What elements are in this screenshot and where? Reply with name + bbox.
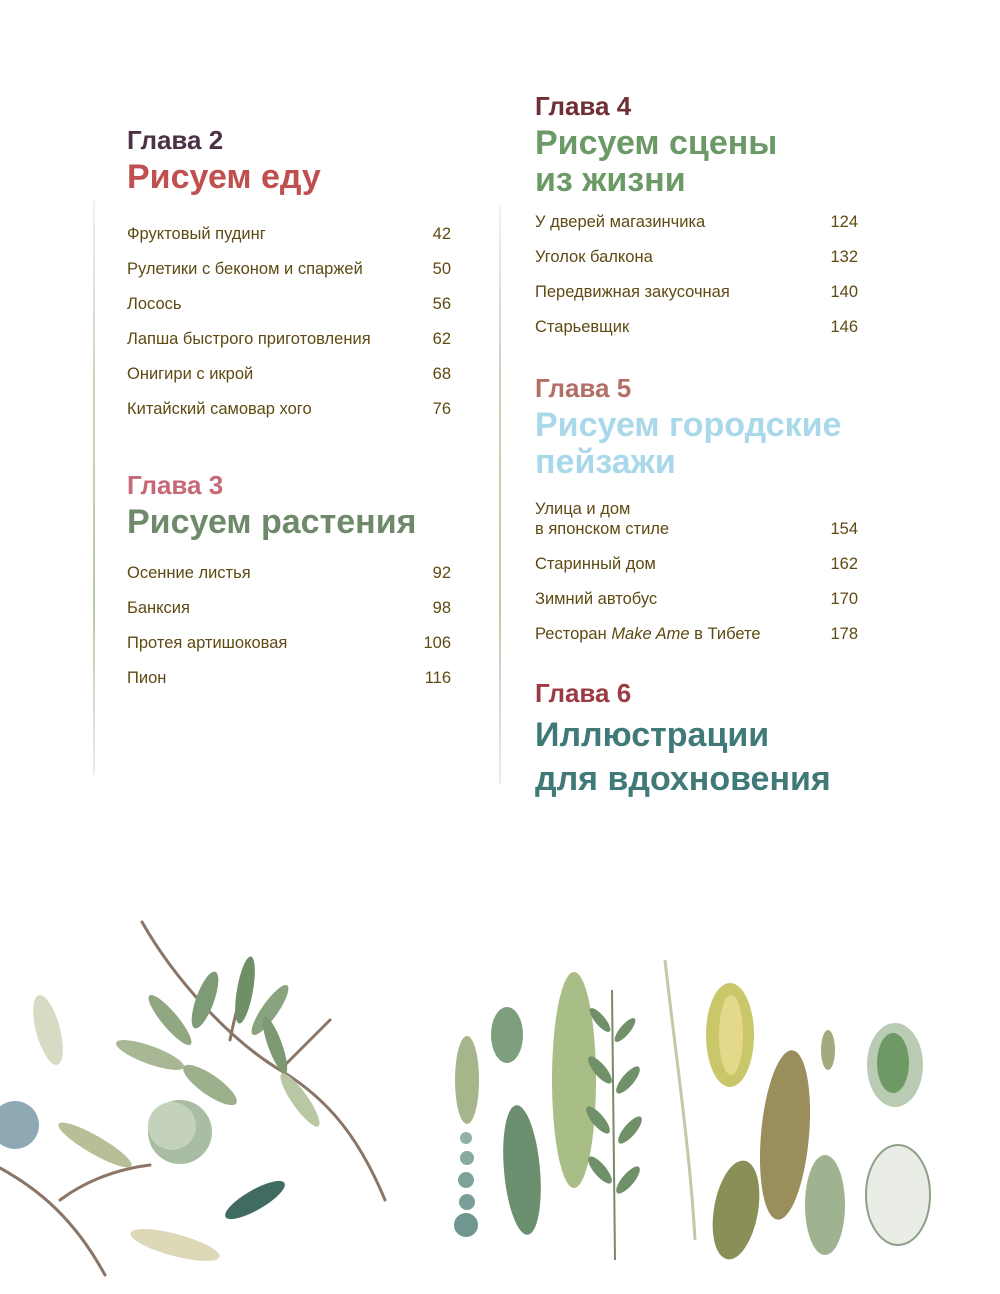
toc-item-page: 170 [830, 590, 858, 608]
toc-item-title: Старинный дом [535, 555, 656, 573]
chapter-5-list [535, 499, 858, 644]
chapter-4-label: Глава 4 [535, 91, 632, 121]
toc-item-title-italic: Make Ame [611, 625, 690, 643]
toc-item-page: 140 [830, 283, 858, 301]
toc-item-page: 132 [830, 248, 858, 266]
toc-item[interactable] [535, 212, 858, 232]
toc-item-title: Фруктовый пудинг [127, 225, 266, 243]
left-divider-line [93, 200, 95, 775]
chapter-5 [535, 372, 858, 644]
toc-item-page: 162 [830, 555, 858, 573]
toc-item-title: Банксия [127, 599, 190, 617]
toc-item[interactable] [127, 364, 451, 384]
toc-item[interactable] [127, 329, 451, 349]
toc-item-title: Улица и дом в японском стиле [535, 500, 670, 538]
toc-item[interactable] [127, 224, 451, 244]
chapter-6 [535, 677, 858, 801]
chapter-3-list [127, 563, 451, 688]
toc-left-column [127, 124, 451, 688]
toc-item[interactable] [127, 668, 451, 688]
toc-item-title: Осенние листья [127, 564, 251, 582]
toc-item-page: 42 [432, 225, 451, 243]
botanical-illustration [0, 900, 1000, 1294]
chapter-2 [127, 124, 451, 419]
chapter-5-label: Глава 5 [535, 373, 632, 403]
right-divider-line [499, 205, 501, 785]
toc-item-page: 178 [830, 625, 858, 643]
toc-item[interactable] [127, 563, 451, 583]
toc-item-title: Старьевщик [535, 318, 630, 336]
toc-item-page: 154 [830, 520, 858, 538]
toc-item-title-prefix: Ресторан [535, 625, 612, 643]
toc-item-page: 62 [432, 330, 451, 348]
toc-item-title: Протея артишоковая [127, 634, 288, 652]
toc-item-page: 76 [432, 400, 451, 418]
chapter-6-title: Иллюстрации для вдохновения [535, 716, 831, 798]
toc-item-page: 124 [830, 213, 858, 231]
left-branch-illustration [0, 922, 385, 1275]
toc-item-page: 106 [423, 634, 451, 652]
toc-item-title: Передвижная закусочная [535, 283, 730, 301]
toc-item-title: У дверей магазинчика [535, 213, 706, 231]
chapter-4-list [535, 212, 858, 337]
toc-item-page: 116 [424, 669, 451, 687]
toc-item-title-suffix: в Тибете [689, 625, 761, 643]
toc-item[interactable] [535, 624, 858, 644]
toc-item-title: Уголок балкона [535, 248, 653, 266]
toc-item-title [535, 624, 761, 644]
toc-item[interactable] [535, 247, 858, 267]
chapter-2-label: Глава 2 [127, 125, 224, 155]
right-leaves-illustration [454, 960, 930, 1263]
chapter-2-title: Рисуем еду [127, 158, 321, 196]
toc-item[interactable] [535, 554, 858, 574]
toc-item-title: Лапша быстрого приготовления [127, 330, 371, 348]
toc-item-page: 68 [432, 365, 451, 383]
toc-item-page: 92 [432, 564, 451, 582]
toc-item-page: 98 [432, 599, 451, 617]
toc-item-page: 146 [830, 318, 858, 336]
toc-item-title: Пион [127, 669, 167, 687]
toc-item[interactable] [535, 317, 858, 337]
toc-item[interactable] [127, 633, 451, 653]
toc-item-page: 56 [432, 295, 451, 313]
chapter-3-label: Глава 3 [127, 470, 224, 500]
toc-item[interactable] [127, 598, 451, 618]
toc-item[interactable] [535, 589, 858, 609]
toc-item[interactable] [535, 499, 858, 539]
toc-item[interactable] [127, 294, 451, 314]
chapter-5-title: Рисуем городские пейзажи [535, 406, 842, 481]
toc-item-title: Онигири с икрой [127, 365, 254, 383]
left-leaves-illustration [0, 955, 325, 1267]
toc-item-page: 50 [432, 260, 451, 278]
chapter-4 [535, 90, 858, 337]
chapter-4-title: Рисуем сцены из жизни [535, 124, 778, 199]
toc-item-title: Рулетики с беконом и спаржей [127, 260, 363, 278]
toc-item-title: Лосось [127, 295, 182, 313]
toc-item[interactable] [127, 399, 451, 419]
toc-right-column [535, 90, 858, 801]
toc-item-title: Зимний автобус [535, 590, 658, 608]
toc-item[interactable] [535, 282, 858, 302]
chapter-6-label: Глава 6 [535, 678, 632, 708]
toc-item-title: Китайский самовар хого [127, 400, 312, 418]
chapter-3-title: Рисуем растения [127, 503, 417, 541]
chapter-3 [127, 469, 451, 688]
chapter-2-list [127, 224, 451, 419]
toc-item[interactable] [127, 259, 451, 279]
